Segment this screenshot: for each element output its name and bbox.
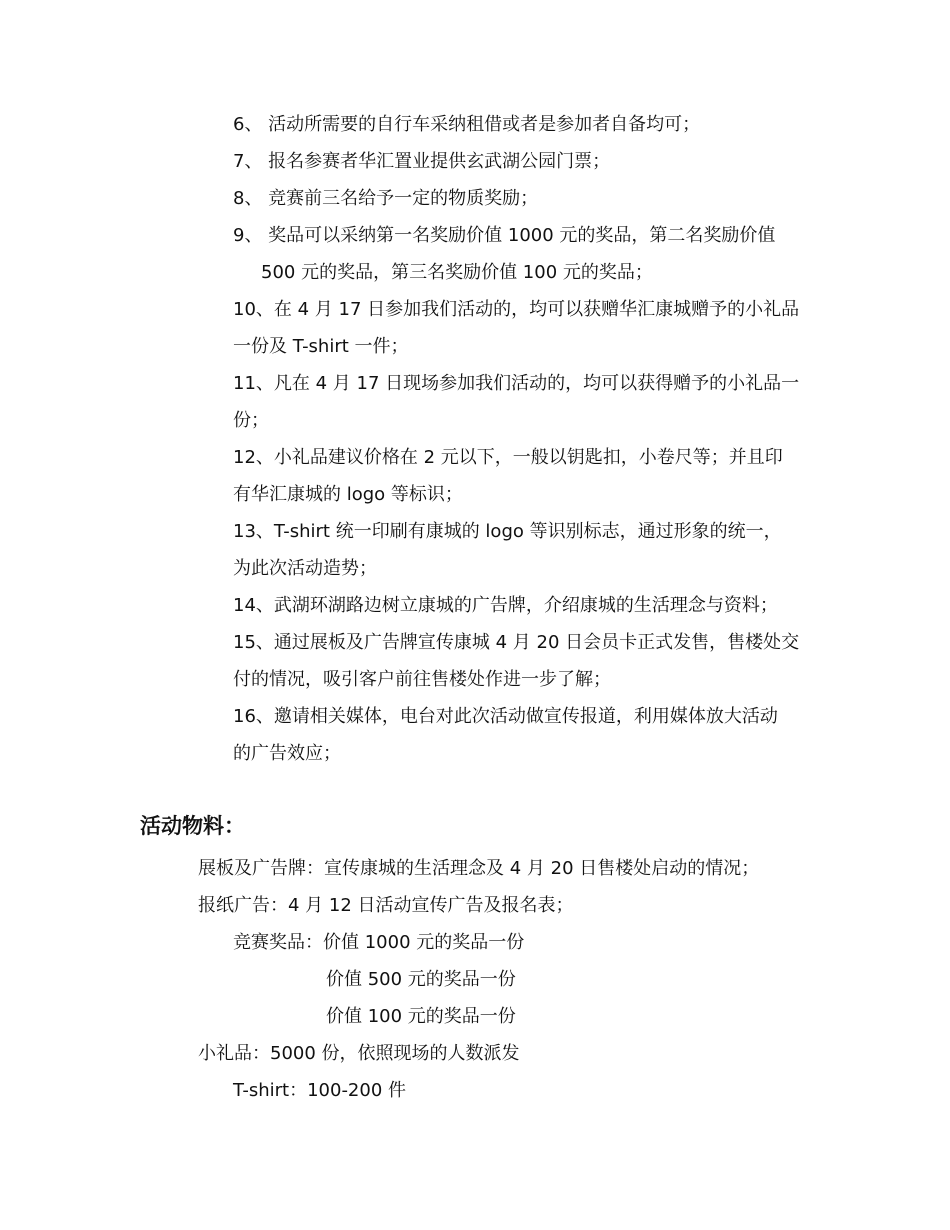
- material-display-boards: 展板及广告牌：宣传康城的生活理念及 4 月 20 日售楼处启动的情况；: [198, 858, 760, 879]
- list-item-16: 16、邀请相关媒体，电台对此次活动做宣传报道，利用媒体放大活动: [233, 706, 778, 727]
- list-item-10-continued: 一份及 T-shirt 一件；: [233, 336, 409, 357]
- list-item-9: 9、 奖品可以采纳第一名奖励价值 1000 元的奖品，第二名奖励价值: [233, 225, 776, 246]
- list-item-11-continued: 份；: [233, 410, 269, 431]
- list-item-12-continued: 有华汇康城的 logo 等标识；: [233, 484, 463, 505]
- list-item-7: 7、 报名参赛者华汇置业提供玄武湖公园门票；: [233, 151, 611, 172]
- material-newspaper-ads: 报纸广告：4 月 12 日活动宣传广告及报名表；: [198, 895, 574, 916]
- material-prize-second: 价值 500 元的奖品一份: [326, 969, 516, 990]
- material-small-gifts: 小礼品：5000 份，依照现场的人数派发: [198, 1043, 520, 1064]
- list-item-6: 6、 活动所需要的自行车采纳租借或者是参加者自备均可；: [233, 114, 701, 135]
- list-item-13-continued: 为此次活动造势；: [233, 558, 377, 579]
- list-item-9-continued: 500 元的奖品，第三名奖励价值 100 元的奖品；: [261, 262, 653, 283]
- list-item-15-continued: 付的情况，吸引客户前往售楼处作进一步了解；: [233, 669, 611, 690]
- material-tshirt: T-shirt：100-200 件: [233, 1080, 407, 1101]
- material-prize-third: 价值 100 元的奖品一份: [326, 1006, 516, 1027]
- list-item-12: 12、小礼品建议价格在 2 元以下，一般以钥匙扣，小卷尺等；并且印: [233, 447, 783, 468]
- material-prizes: 竞赛奖品：价值 1000 元的奖品一份: [233, 932, 525, 953]
- section-heading-materials: 活动物料：: [140, 814, 245, 838]
- list-item-14: 14、武湖环湖路边树立康城的广告牌，介绍康城的生活理念与资料；: [233, 595, 778, 616]
- list-item-16-continued: 的广告效应；: [233, 743, 341, 764]
- list-item-8: 8、 竞赛前三名给予一定的物质奖励；: [233, 188, 539, 209]
- list-item-13: 13、T-shirt 统一印刷有康城的 logo 等识别标志，通过形象的统一，: [233, 521, 782, 542]
- list-item-10: 10、在 4 月 17 日参加我们活动的，均可以获赠华汇康城赠予的小礼品: [233, 299, 800, 320]
- list-item-11: 11、凡在 4 月 17 日现场参加我们活动的，均可以获得赠予的小礼品一: [233, 373, 800, 394]
- list-item-15: 15、通过展板及广告牌宣传康城 4 月 20 日会员卡正式发售，售楼处交: [233, 632, 800, 653]
